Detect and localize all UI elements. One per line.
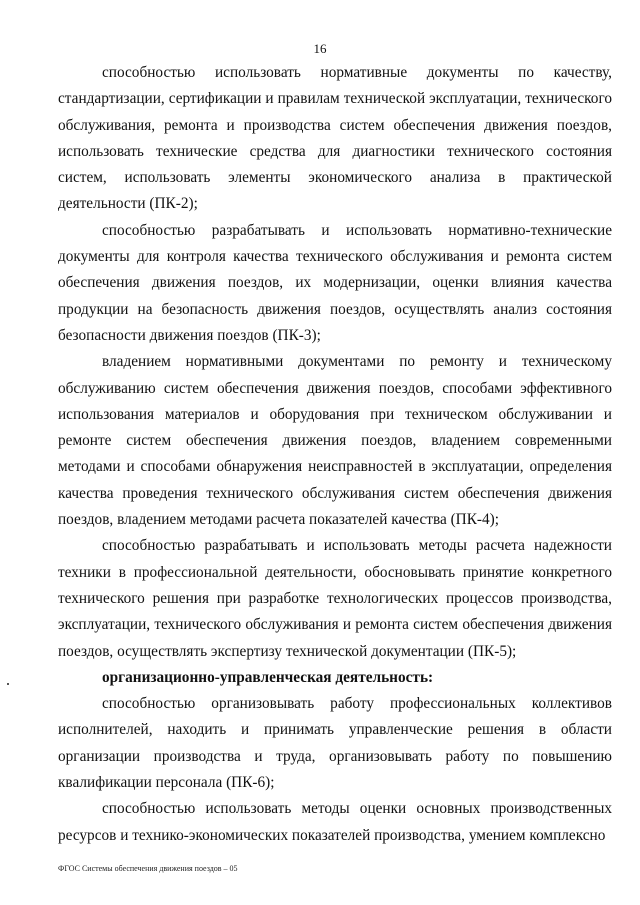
page-footer: ФГОС Системы обеспечения движения поездов – 05 <box>58 864 238 873</box>
section-heading: организационно-управленческая деятельность: <box>102 668 434 686</box>
paragraph-pk-4: владением нормативными документами по ремонту и техническому обслуживанию систем обеспечения движения поездов, способами эффективного использования материалов и оборудования при техническом обслуживании и ремонте систем обеспечения движения поездов, владением современными методами и способами обнаружения неисправностей в эксплуатации, определения качества проведения технического обслуживания систем обеспечения движения поездов, владением методами расчета показателей качества (ПК-4); <box>58 353 612 529</box>
scan-speck <box>7 683 9 685</box>
paragraph-pk-5: способностью разрабатывать и использовать методы расчета надежности техники в профессиональной деятельности, обосновывать принятие конкретного технического решения при разработке технологических процессов производства, эксплуатации, технического обслуживания и ремонта систем обеспечения движения поездов, осуществлять экспертизу технической документации (ПК-5); <box>58 537 612 660</box>
page-number: 16 <box>313 41 327 56</box>
paragraph-pk-2: способностью использовать нормативные документы по качеству, стандартизации, сертификации и правилам технической эксплуатации, технического обслуживания, ремонта и производства систем обеспечения движения поездов, использовать технические средства для диагностики технического состояния систем, использовать элементы экономического анализа в практической деятельности (ПК-2); <box>58 64 612 213</box>
paragraph-pk-3: способностью разрабатывать и использовать нормативно-технические документы для контроля качества технического обслуживания и ремонта систем обеспечения движения поездов, их модернизации, оценки влияния качества продукции на безопасность движения поездов, осуществлять анализ состояния безопасности движения поездов (ПК-3); <box>58 221 612 344</box>
document-body <box>58 60 612 849</box>
paragraph-pk-6: способностью организовывать работу профессиональных коллективов исполнителей, находить и принимать управленческие решения в области организации производства и труда, организовывать работу по повышению квалификации персонала (ПК-6); <box>58 695 612 792</box>
paragraph-pk-7: способностью использовать методы оценки основных производственных ресурсов и технико-экономических показателей производства, умением комплексно <box>58 800 612 844</box>
